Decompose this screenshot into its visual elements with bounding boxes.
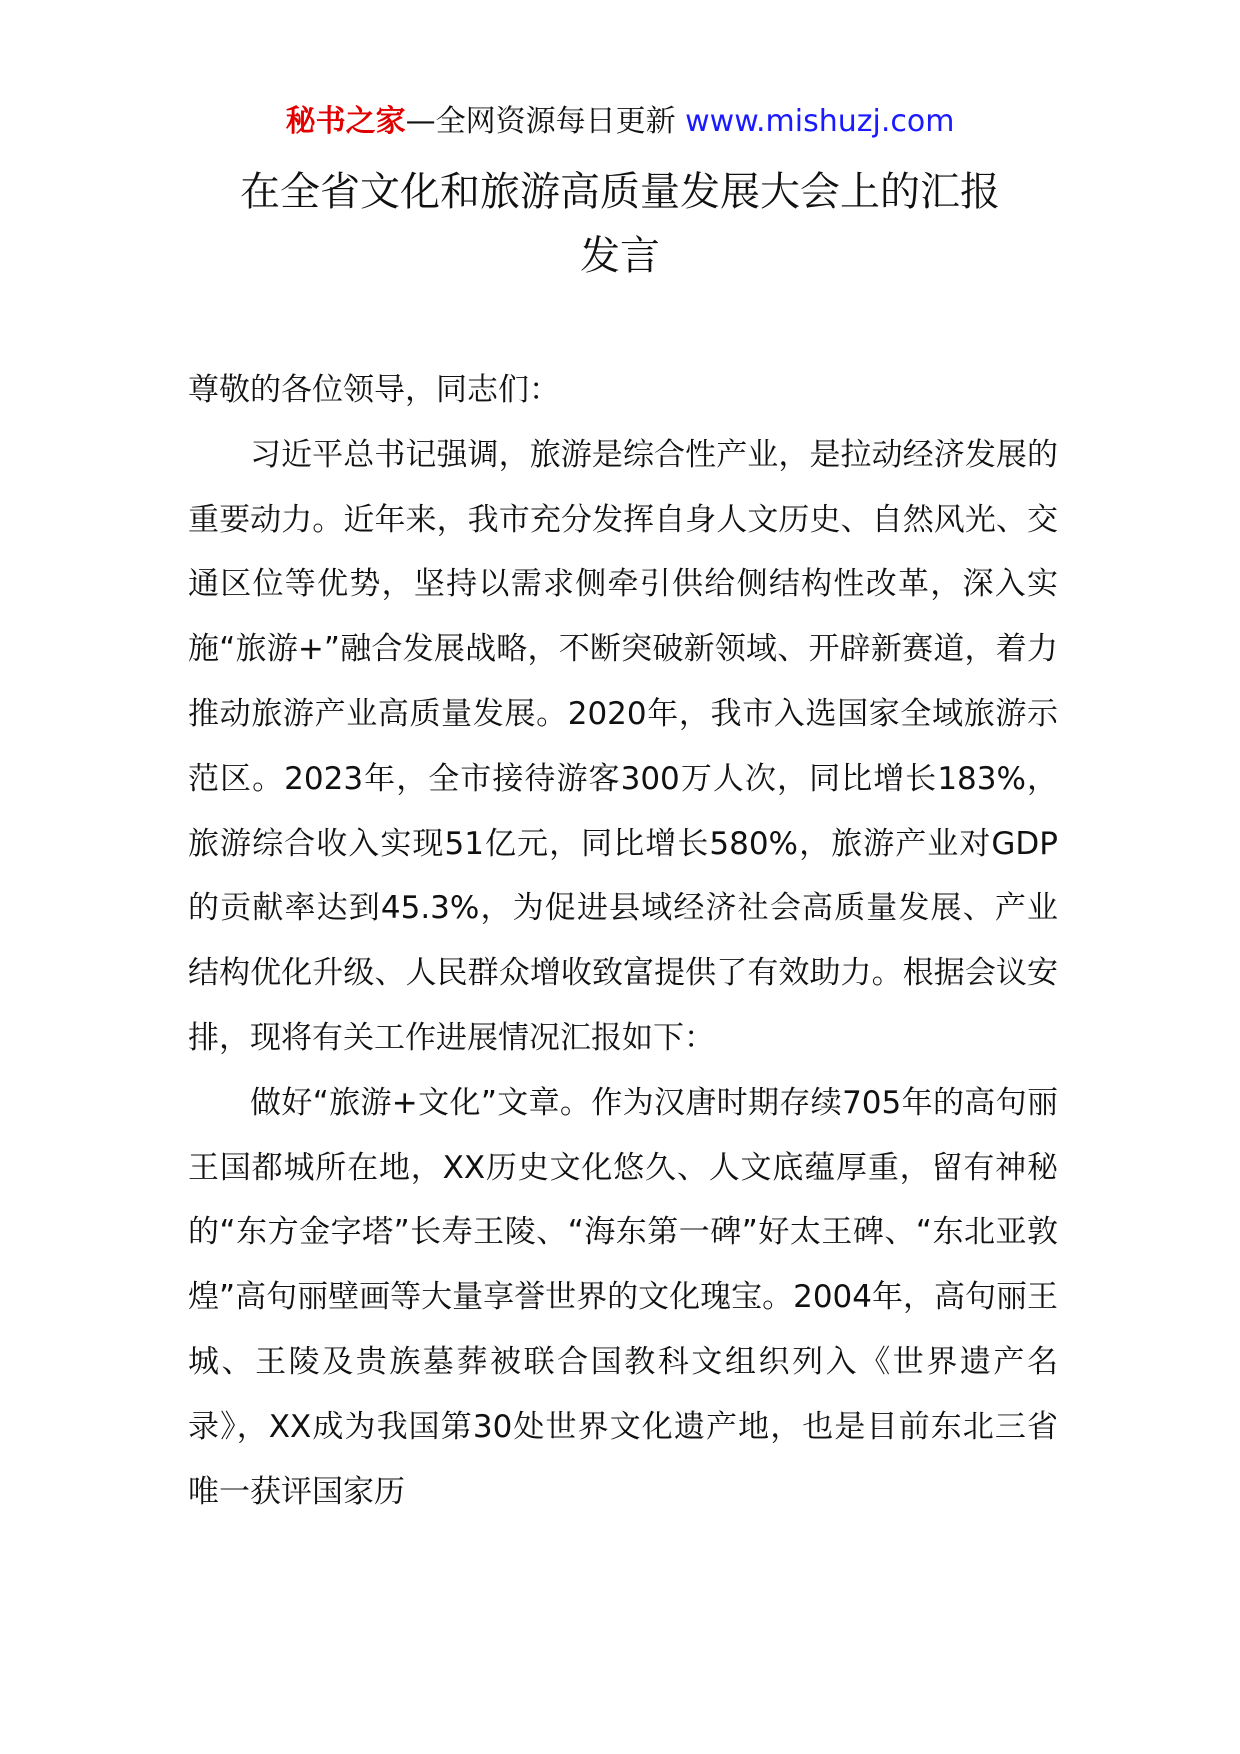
watermark-header [0,100,1240,144]
paragraph-2: 做好“旅游+文化”文章。作为汉唐时期存续705年的高句丽王国都城所在地，XX历史文化悠久、人文底蕴厚重，留有神秘的“东方金字塔”长寿王陵、“海东第一碑”好太王碑、“东北亚敦煌”高句丽壁画等大量享誉世界的文化瑰宝。2004年，高句丽王城、王陵及贵族墓葬被联合国教科文组织列入《世界遗产名录》，XX成为我国第30处世界文化遗产地，也是目前东北三省唯一获评国家历 [188,1084,1058,1510]
site-url-link[interactable]: www.mishuzj.com [685,104,955,139]
document-title [140,160,1100,288]
document-body [188,358,1058,1524]
paragraph-1: 习近平总书记强调，旅游是综合性产业，是拉动经济发展的重要动力。近年来，我市充分发挥自身人文历史、自然风光、交通区位等优势，坚持以需求侧牵引供给侧结构性改革，深入实施“旅游+”融合发展战略，不断突破新领域、开辟新赛道，着力推动旅游产业高质量发展。2020年，我市入选国家全域旅游示范区。2023年，全市接待游客300万人次，同比增长183%，旅游综合收入实现51亿元，同比增长580%，旅游产业对GDP的贡献率达到45.3%，为促进县域经济社会高质量发展、产业结构优化升级、人民群众增收致富提供了有效助力。根据会议安排，现将有关工作进展情况汇报如下： [188,436,1058,1056]
brand-name: 秘书之家 [285,104,406,139]
title-line-2: 发言 [580,233,660,279]
brand-tagline: —全网资源每日更新 [405,104,676,139]
salutation: 尊敬的各位领导，同志们： [188,372,560,408]
title-line-1: 在全省文化和旅游高质量发展大会上的汇报 [240,169,1000,215]
